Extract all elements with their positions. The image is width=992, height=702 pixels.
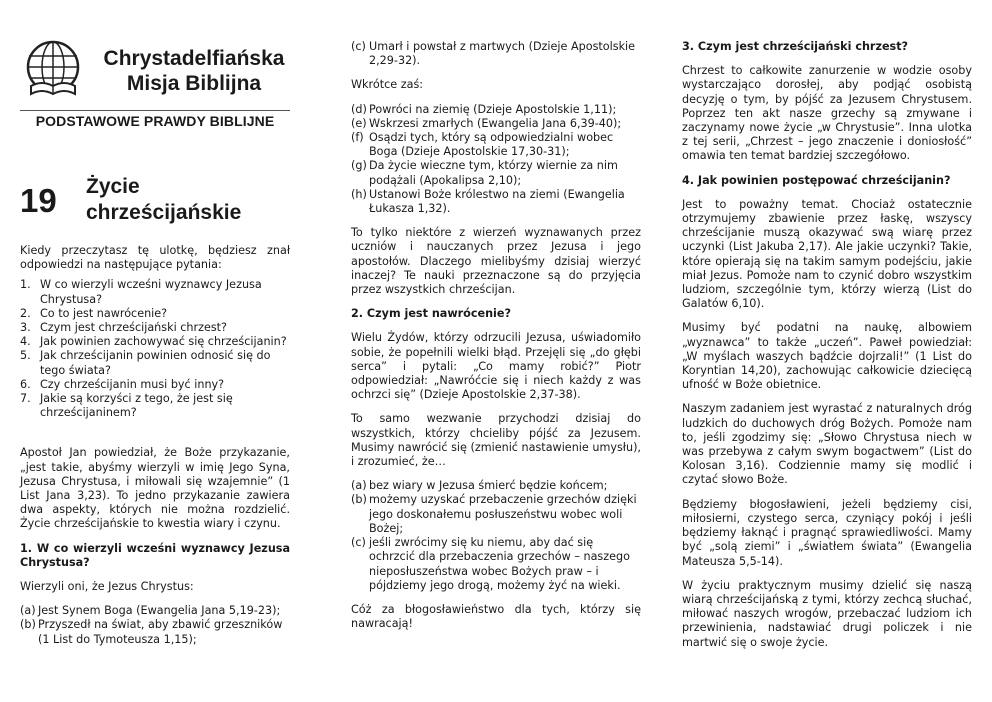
section-1-closing: To tylko niektóre z wierzeń wyznawanych przez uczniów i nauczanych przez Jezusa i jego apostołów. Dlaczego mielibyśmy dzisiaj wierzyć inaczej? Te nauki przeznaczone są do przyjęcia przez wszystkich chrześcijan.	[351, 226, 641, 297]
series-title: PODSTAWOWE PRAWDY BIBLIJNE	[35, 113, 275, 129]
list-item	[351, 131, 641, 159]
section-1-list-c	[351, 40, 641, 68]
item-number: 3.	[20, 321, 31, 335]
item-number: 2.	[20, 306, 31, 320]
organization-name	[96, 46, 292, 96]
item-number: 4.	[20, 335, 31, 349]
item-letter: (b)	[351, 493, 367, 507]
item-letter: (f)	[351, 131, 364, 145]
org-line-2: Misja Biblijna	[126, 72, 262, 95]
item-letter: (b)	[20, 618, 36, 632]
list-item	[351, 117, 641, 131]
item-letter: (a)	[351, 479, 367, 493]
section-4-p3: Naszym zadaniem jest wyrastać z naturalnych dróg ludzkich do duchowych dróg Bożych. Pomoże nam to, jeśli zgodzimy się: „Słowo Chrystusa niech w was przebywa z całym swym bogactwem” (List do Kolosan 3,16). Codziennie mamy się modlić i czytać słowo Boże.	[682, 402, 972, 487]
item-text: Co to jest nawrócenie?	[40, 306, 168, 320]
section-1-list-d	[351, 103, 641, 217]
section-4-p4: Będziemy błogosławieni, jeżeli będziemy cisi, miłosierni, czystego serca, czyniący pokój i jeśli będziemy łaknąć i pragnąć sprawiedliwości. Mamy być „solą ziemi” i „światłem świata” (Ewangelia Mateusza 5,5-14).	[682, 497, 972, 568]
list-item	[20, 392, 290, 420]
leaflet-number: 19	[20, 182, 57, 219]
item-letter: (a)	[20, 604, 36, 618]
list-item	[351, 479, 641, 493]
leaflet-title	[86, 174, 241, 226]
item-letter: (c)	[351, 40, 366, 53]
list-item	[20, 278, 290, 306]
item-text: W co wierzyli wcześni wyznawcy Jezusa Chrystusa?	[40, 278, 262, 306]
title-line-2: chrześcijańskie	[86, 201, 242, 224]
item-letter: (g)	[351, 159, 367, 173]
item-text: Czy chrześcijanin musi być inny?	[40, 377, 225, 391]
list-item	[20, 349, 290, 377]
org-line-1: Chrystadelfiańska	[103, 47, 285, 70]
item-text: Jest Synem Boga (Ewangelia Jana 5,19-23);	[38, 604, 281, 618]
section-3-heading: 3. Czym jest chrześcijański chrzest?	[682, 40, 909, 53]
list-item	[351, 493, 641, 536]
item-text: Czym jest chrześcijański chrzest?	[40, 321, 227, 335]
item-number: 6.	[20, 377, 31, 391]
list-item	[351, 188, 641, 216]
list-item	[351, 103, 641, 117]
item-text: bez wiary w Jezusa śmierć będzie końcem;	[369, 479, 608, 493]
item-text: Umarł i powstał z martwych (Dzieje Apostolskie 2,29-32).	[369, 40, 636, 68]
section-2-p2: To samo wezwanie przychodzi dzisiaj do wszystkich, którzy chcieliby pójść za Jezusem. Musimy nawrócić się (zmienić nastawienie umysłu), i zrozumieć, że…	[351, 412, 641, 469]
item-text: Powróci na ziemię (Dzieje Apostolskie 1,11);	[369, 102, 617, 116]
item-text: możemy uzyskać przebaczenie grzechów dzięki jego doskonałemu posłuszeństwu wobec woli Bożej;	[369, 493, 637, 535]
list-item	[351, 536, 641, 593]
masthead	[20, 40, 290, 110]
section-1-list-a	[20, 604, 290, 647]
middle-block	[351, 40, 641, 631]
item-letter: (c)	[351, 536, 366, 550]
section-4-p2: Musimy być podatni na naukę, albowiem „wyznawca” to także „uczeń”. Paweł powiedział: „W myślach waszych bądźcie dojrzali!” (1 List do Koryntian 14,20), zachowując całkowicie dziecięcą ufność w Boże obietnice.	[682, 321, 972, 392]
list-item	[20, 321, 290, 335]
item-letter: (e)	[351, 116, 367, 130]
list-item	[20, 307, 290, 321]
globe-bible-icon	[24, 40, 82, 100]
item-letter: (h)	[351, 187, 367, 201]
list-item	[20, 335, 290, 349]
list-item	[351, 40, 641, 68]
item-text: Jak powinien zachowywać się chrześcijanin?	[40, 335, 287, 349]
section-1-heading: 1. W co wierzyli wcześni wyznawcy Jezusa Chrystusa?	[20, 541, 290, 569]
item-number: 7.	[20, 392, 31, 406]
section-4-p5: W życiu praktycznym musimy dzielić się naszą wiarą chrześcijańską z tymi, którzy zechcą słuchać, miłować naszych wrogów, przebaczać ludziom ich przewinienia, nadstawiać drugi policzek i nie martwić się o swoje życie.	[682, 578, 972, 649]
section-2-list	[351, 479, 641, 593]
item-text: jeśli zwrócimy się ku niemu, aby dać się ochrzcić dla przebaczenia grzechów – naszego nieposłuszeństwa wobec Bożych praw – i pójdziemy jego drogą, możemy żyć na wieki.	[369, 536, 630, 592]
question-list	[20, 278, 290, 420]
item-letter: (d)	[351, 102, 367, 116]
item-text: Ustanowi Boże królestwo na ziemi (Ewangelia Łukasza 1,32).	[369, 187, 625, 216]
list-item	[20, 604, 290, 618]
intro-block	[20, 244, 290, 647]
section-2-p1: Wielu Żydów, którzy odrzucili Jezusa, uświadomiło sobie, że popełnili wielki błąd. Przejęli się „do głębi serca” i pytali: „Co mamy robić?” Piotr odpowiedział: „Nawróćcie się i niech każdy z was ochrzci się” (Dzieje Apostolskie 2,37-38).	[351, 331, 641, 402]
section-2-closing: Cóż za błogosławieństwo dla tych, którzy się nawracają!	[351, 602, 641, 631]
list-item	[351, 159, 641, 187]
item-text: Przyszedł na świat, aby zbawić grzeszników (1 List do Tymoteusza 1,15);	[38, 618, 283, 646]
item-text: Wskrzesi zmarłych (Ewangelia Jana 6,39-40);	[369, 116, 622, 130]
title-line-1: Życie	[86, 175, 140, 198]
soon-lead: Wkrótce zaś:	[351, 78, 424, 92]
item-number: 1.	[20, 278, 31, 292]
header-divider	[20, 110, 290, 111]
section-2-heading: 2. Czym jest nawrócenie?	[351, 307, 511, 321]
item-text: Osądzi tych, który są odpowiedzialni wobec Boga (Dzieje Apostolskie 17,30-31);	[369, 131, 614, 159]
list-item	[20, 378, 290, 392]
item-number: 5.	[20, 349, 31, 363]
intro-paragraph: Apostoł Jan powiedział, że Boże przykazanie, „jest takie, abyśmy wierzyli w imię Jego Syna, Jezusa Chrystusa, i miłowali się wzajemnie” (1 List Jana 3,23). To jedno przykazanie zawiera dwa aspekty, których nie można rozdzielić. Życie chrześcijańskie to kwestia wiary i czynu.	[20, 446, 290, 531]
section-4-heading: 4. Jak powinien postępować chrześcijanin?	[682, 173, 951, 187]
item-text: Jakie są korzyści z tego, że jest się chrześcijaninem?	[40, 392, 233, 420]
list-item	[20, 618, 290, 646]
section-4-p1: Jest to poważny temat. Chociaż ostatecznie otrzymujemy zbawienie przez łaskę, wszyscy chrześcijanie muszą okazywać swą wiarę przez uczynki (List Jakuba 2,17). Ale jakie uczynki? Takie, które opierają się na takim samym podejściu, jakie miał Jezus. Pomoże nam to czynić dobro wszystkim ludziom, szczególnie tym, którzy wierzą (List do Galatów 6,10).	[682, 197, 972, 311]
section-3-p1: Chrzest to całkowite zanurzenie w wodzie osoby wystarczająco dorosłej, aby podjąć osobistą decyzję o tym, by pójść za Jezusem Chrystusem. Poprzez ten akt nasze grzechy są zmywane i zaczynamy nowe życie „w Chrystusie”. Inna ulotka z tej serii, „Chrzest – jego znaczenie i doniosłość” omawia ten temat bardziej szczegółowo.	[682, 64, 972, 163]
intro-lead: Kiedy przeczytasz tę ulotkę, będziesz znał odpowiedzi na następujące pytania:	[20, 244, 290, 272]
section-1-lead: Wierzyli oni, że Jezus Chrystus:	[20, 580, 194, 594]
item-text: Da życie wieczne tym, którzy wiernie za nim podążali (Apokalipsa 2,10);	[369, 159, 618, 187]
right-block	[682, 40, 972, 650]
item-text: Jak chrześcijanin powinien odnosić się do tego świata?	[40, 349, 271, 377]
